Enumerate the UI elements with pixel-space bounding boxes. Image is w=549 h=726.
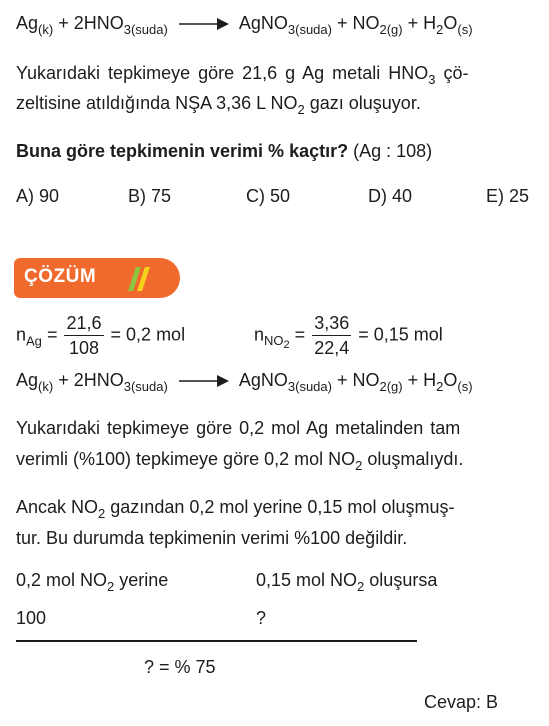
option-c[interactable]: C) 50 [246,186,291,206]
fraction-no2: $\frac{3,36}{22,4}$ [314,313,350,358]
explanation-line1: Yukarıdaki tepkimeye göre 0,2 mol Ag metalinden tam [16,418,461,438]
explanation-line3: Ancak $NO_2$ gazından 0,2 mol yerine 0,15 mol oluşmuş- [16,497,455,521]
reaction-arrow-icon [179,17,229,31]
proportion-right-label: 0,15 mol $NO_2$ oluşursa [256,570,438,594]
result-equation: ? = % 75 [144,657,216,677]
option-a[interactable]: A) 90 [16,186,60,206]
proportion-left-label: 0,2 mol $NO_2$ yerine [16,570,169,594]
answer-options [16,186,536,210]
option-d[interactable]: D) 40 [368,186,413,206]
answer-label: Cevap: B [424,692,499,712]
fraction-ag: $\frac{21,6}{108}$ [66,313,102,358]
reaction-arrow-icon [179,374,229,388]
explanation-line4: tur. Bu durumda tepkimenin verimi %100 değildir. [16,528,408,548]
option-e[interactable]: E) 25 [486,186,530,206]
solution-reaction: $Ag_{(k)} + 2HNO_{3(suda)}$ AgNO$_{3(suda)}$ + $NO_{2(g)} + H_2O_{(s)}$ [16,370,473,394]
divider-rule [16,640,417,642]
question-text-line2: zeltisine atıldığında NŞA 3,36 L $NO_2$ gazı oluşuyor. [16,93,421,117]
proportion-right-value: ? [256,608,267,628]
proportion-left-value: 100 [16,608,47,628]
solution-badge: ÇÖZÜM [14,258,180,298]
explanation-line2: verimli (%100) tepkimeye göre 0,2 mol $NO_2$ oluşmalıydı. [16,449,464,473]
question-prompt: Buna göre tepkimenin verimi % kaçtır? (Ag : 108) [16,141,433,161]
question-text-line1: Yukarıdaki tepkimeye göre 21,6 g Ag metali $HNO_3$ çö- [16,63,469,87]
n-no2-calculation: $n_{NO_2}$ = $\frac{3,36}{22,4}$ = 0,15 mol [254,313,443,358]
n-ag-calculation: $n_{Ag}$ = $\frac{21,6}{108}$ = 0,2 mol [16,313,186,358]
reactant-ag: Ag [16,13,39,33]
option-b[interactable]: B) 75 [128,186,172,206]
question-reaction: $Ag_{(k)} + 2HNO_{3(suda)}$ AgNO$_{3(suda)}$ + $NO_{2(g)} + H_2O_{(s)}$ [16,13,473,37]
